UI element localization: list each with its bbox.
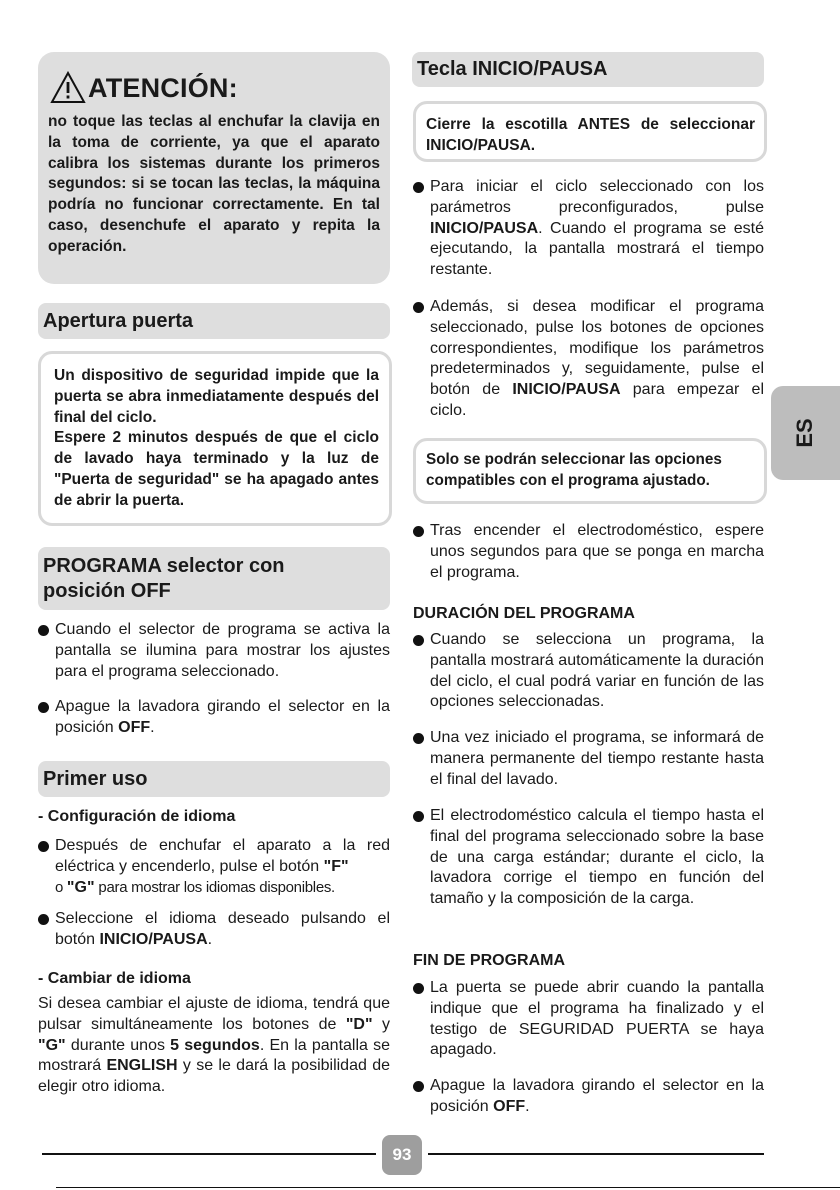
change-language-paragraph: Si desea cambiar el ajuste de idioma, tendrá que pulsar simultáneamente los botones de "D" y "G" durante unos 5 segundos. En la pantalla se mostrará ENGLISH y se le dará la posibilidad de elegir otro idioma. [38, 995, 391, 1096]
list-item: El electrodoméstico calcula el tiempo hasta el final del programa seleccionado sobre la base de una carga estándar; durante el ciclo, la lavadora corrige el tiempo en función del tamaño y la composición de la carga. [413, 806, 764, 910]
footer-divider-left [42, 1153, 376, 1155]
subheading-duration: DURACIÓN DEL PROGRAMA [413, 605, 635, 622]
warning-title: ATENCIÓN: [50, 66, 380, 110]
bullet-icon [413, 526, 424, 537]
footer-divider-right [428, 1153, 764, 1155]
bullet-icon [38, 841, 49, 852]
subheading-end-program: FIN DE PROGRAMA [413, 952, 565, 969]
list-item: Cuando se selecciona un programa, la pantalla mostrará automáticamente la duración del ciclo, el cual podrá variar en función de las opciones seleccionadas. [413, 630, 764, 713]
bottom-rule [56, 1187, 840, 1188]
list-item: Una vez iniciado el programa, se informará de manera permanente del tiempo restante hasta el final del lavado. [413, 728, 764, 790]
list-item: Después de enchufar el aparato a la red eléctrica y encenderlo, pulse el botón "F" o "G" para mostrar los idiomas disponibles. [38, 836, 390, 898]
door-note-box [38, 351, 392, 526]
list-item: Cuando el selector de programa se activa la pantalla se ilumina para mostrar los ajustes para el programa seleccionado. [38, 620, 390, 682]
bullet-icon [413, 182, 424, 193]
list-item: Para iniciar el ciclo seleccionado con los parámetros preconfigurados, pulse INICIO/PAUSA. Cuando el programa se esté ejecutando, la pantalla mostrará el tiempo restante. [413, 177, 764, 281]
list-item: La puerta se puede abrir cuando la pantalla indique que el programa ha finalizado y el testigo de SEGURIDAD PUERTA se haya apagado. [413, 978, 764, 1061]
language-tab: ES [771, 386, 840, 480]
bullet-icon [413, 733, 424, 744]
start-note-text-2: Solo se podrán seleccionar las opciones compatibles con el programa ajustado. [426, 451, 722, 489]
start-note-text: Cierre la escotilla ANTES de seleccionar INICIO/PAUSA. [426, 116, 755, 154]
page-number: 93 [382, 1135, 422, 1175]
list-item: Tras encender el electrodoméstico, espere unos segundos para que se ponga en marcha el programa. [413, 521, 764, 583]
section-heading-first-use: Primer uso [38, 761, 390, 797]
warning-box [38, 52, 390, 284]
subheading-change-language: - Cambiar de idioma [38, 970, 191, 987]
warning-text: no toque las teclas al enchufar la clavija en la toma de corriente, ya que el aparato calibra los sistemas durante los primeros segundos: si se tocan las teclas, la máquina podría no funcionar correctamente. En tal caso, desenchufe el aparato y repita la operación. [48, 113, 380, 255]
list-item: Seleccione el idioma deseado pulsando el botón INICIO/PAUSA. [38, 909, 390, 951]
list-item: Apague la lavadora girando el selector en la posición OFF. [38, 697, 390, 739]
list-item: Apague la lavadora girando el selector en la posición OFF. [413, 1076, 764, 1118]
section-heading-selector: PROGRAMA selector con posición OFF [38, 547, 390, 610]
section-heading-start: Tecla INICIO/PAUSA [412, 52, 764, 87]
bullet-icon [38, 625, 49, 636]
section-heading-door: Apertura puerta [38, 303, 390, 339]
start-note-box-2 [413, 438, 767, 504]
warning-triangle-icon [50, 71, 86, 105]
subheading-language-config: - Configuración de idioma [38, 808, 236, 825]
bullet-icon [413, 302, 424, 313]
bullet-icon [413, 983, 424, 994]
bullet-icon [38, 702, 49, 713]
door-note-text-2: Espere 2 minutos después de que el ciclo de lavado haya terminado y la luz de "Puerta de seguridad" se ha apagado antes de abrir la puerta. [54, 429, 379, 509]
list-item: Además, si desea modificar el programa seleccionado, pulse los botones de opciones correspondientes, modifique los parámetros predeterminados y, seguidamente, pulse el botón de INICIO/PAUSA para empezar el ciclo. [413, 297, 764, 422]
bullet-icon [413, 635, 424, 646]
start-note-box [413, 101, 767, 162]
door-note-text: Un dispositivo de seguridad impide que la puerta se abra inmediatamente después del final del ciclo. [54, 367, 379, 426]
bullet-icon [38, 914, 49, 925]
bullet-icon [413, 811, 424, 822]
bullet-icon [413, 1081, 424, 1092]
